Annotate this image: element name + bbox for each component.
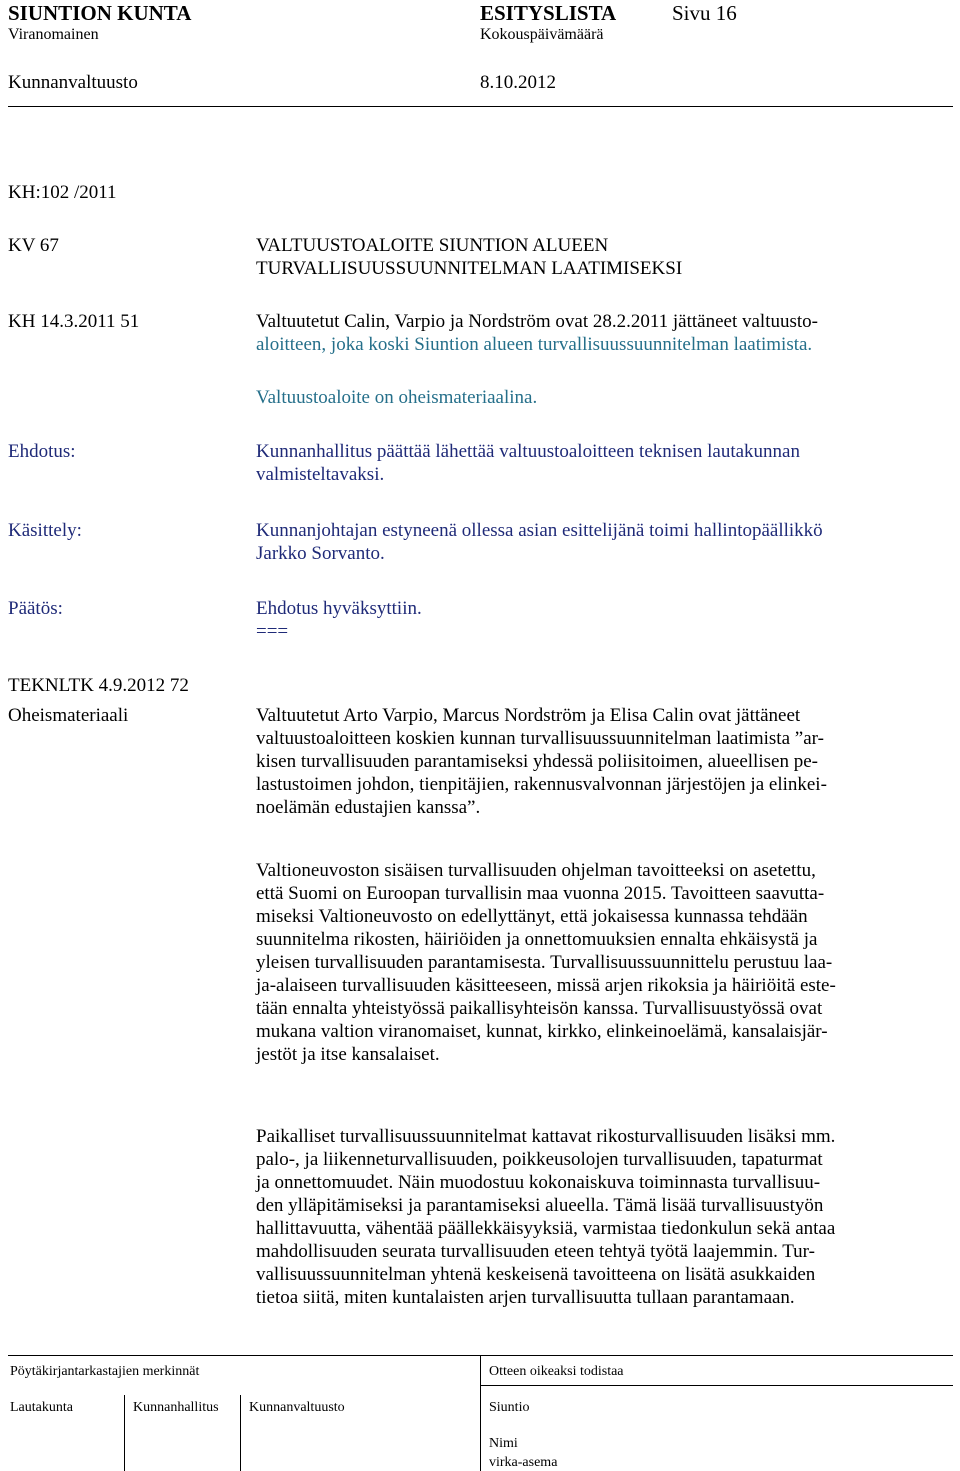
paragraph-line: jestöt ja itse kansalaiset. <box>256 1044 440 1065</box>
footer-rule-right <box>480 1385 953 1386</box>
notes-label: Pöytäkirjantarkastajien merkinnät <box>10 1364 200 1379</box>
paragraph-line: hallittavuutta, vähentää päällekkäisyyksiä, varmistaa tiedonkulun sekä antaa <box>256 1218 836 1239</box>
date-value: 8.10.2012 <box>480 72 556 93</box>
paragraph-line: Valtioneuvoston sisäisen turvallisuuden ohjelman tavoitteeksi on asetettu, <box>256 860 816 881</box>
paragraph-line: ja-alaiseen turvallisuuden käsitteeseen, missä arjen rikoksia ja häiriöitä este- <box>256 975 836 996</box>
certification-label: Otteen oikeaksi todistaa <box>489 1364 624 1379</box>
decision-label: Päätös: <box>8 598 63 619</box>
paragraph-line: yleisen turvallisuuden parantamisesta. Turvallisuussuunnittelu perustuu laa- <box>256 952 833 973</box>
date-label: Kokouspäivämäärä <box>480 26 604 43</box>
kh-previous-reference: KH 14.3.2011 51 <box>8 311 140 332</box>
paragraph-line: den ylläpitämiseksi ja parantamiseksi alueella. Tämä lisää turvallisuustyön <box>256 1195 824 1216</box>
handling-label: Käsittely: <box>8 520 82 541</box>
paragraph-line: tään ennalta yhteistyössä paikallisyhteisön kanssa. Turvallisuustyössä ovat <box>256 998 823 1019</box>
footer-name-label: Nimi <box>489 1436 518 1451</box>
paragraph-line: mahdollisuuden seurata turvallisuuden eteen tehtyä työtä laajemmin. Tur- <box>256 1241 815 1262</box>
attachment-paragraph-3 <box>256 1125 956 1309</box>
proposal-label: Ehdotus: <box>8 441 76 462</box>
footer-divider <box>480 1355 481 1471</box>
paragraph-line: lastustoimen johdon, tienpitäjien, rakennusvalvonnan järjestöjen ja elinkei- <box>256 774 827 795</box>
doc-type: ESITYSLISTA <box>480 1 617 25</box>
kh-reference: KH:102 /2011 <box>8 182 117 203</box>
footer-divider <box>240 1395 241 1471</box>
footer-position-label: virka-asema <box>489 1455 558 1470</box>
paragraph-line: noelämän edustajien kanssa”. <box>256 797 481 818</box>
paragraph-line: palo-, ja liikenneturvallisuuden, poikkeusolojen turvallisuuden, tapaturmat <box>256 1149 823 1170</box>
attachment-label: Oheismateriaali <box>8 705 129 726</box>
kh-text-line-2: aloitteen, joka koski Siuntion alueen turvallisuussuunnitelman laatimista. <box>256 334 813 355</box>
attachment-paragraph-2 <box>256 859 956 1066</box>
paragraph-line: mukana valtion viranomaiset, kunnat, kirkko, elinkeinoelämä, kansalaisjär- <box>256 1021 828 1042</box>
page-number: Sivu 16 <box>672 1 737 25</box>
decision-separator: === <box>256 621 289 642</box>
paragraph-line: Valtuutetut Arto Varpio, Marcus Nordström ja Elisa Calin ovat jättäneet <box>256 705 801 726</box>
footer-col-council: Kunnanvaltuusto <box>249 1400 345 1415</box>
footer-col-board: Kunnanhallitus <box>133 1400 219 1415</box>
kh-text-line-3: Valtuustoaloite on oheismateriaalina. <box>256 387 538 408</box>
attachment-paragraph-1 <box>256 704 956 819</box>
agenda-title-line-2: TURVALLISUUSSUUNNITELMAN LAATIMISEKSI <box>256 258 683 279</box>
handling-text-line-2: Jarkko Sorvanto. <box>256 543 385 564</box>
decision-text: Ehdotus hyväksyttiin. <box>256 598 422 619</box>
kv-reference: KV 67 <box>8 235 59 256</box>
handling-text-line-1: Kunnanjohtajan estyneenä ollessa asian esittelijänä toimi hallintopäällikkö <box>256 520 823 541</box>
footer-col-committee: Lautakunta <box>10 1400 73 1415</box>
kh-text-line-1: Valtuutetut Calin, Varpio ja Nordström ovat 28.2.2011 jättäneet valtuusto- <box>256 311 818 332</box>
paragraph-line: miseksi Valtioneuvosto on edellyttänyt, että jokaisessa kunnassa tehdään <box>256 906 808 927</box>
proposal-text-line-2: valmisteltavaksi. <box>256 464 385 485</box>
authority-label: Viranomainen <box>8 26 99 43</box>
paragraph-line: että Suomi on Euroopan turvallisin maa vuonna 2015. Tavoitteen saavutta- <box>256 883 825 904</box>
tekn-reference: TEKNLTK 4.9.2012 72 <box>8 675 189 696</box>
authority-value: Kunnanvaltuusto <box>8 72 138 93</box>
paragraph-line: ja onnettomuudet. Näin muodostuu kokonaiskuva toiminnasta turvallisuu- <box>256 1172 821 1193</box>
paragraph-line: tietoa siitä, miten kuntalaisten arjen turvallisuutta tullaan parantamaan. <box>256 1287 795 1308</box>
footer-divider <box>124 1395 125 1471</box>
header-rule <box>8 106 953 107</box>
org-name: SIUNTION KUNTA <box>8 1 192 25</box>
paragraph-line: kisen turvallisuuden parantamiseksi yhdessä poliisitoimen, alueellisen pe- <box>256 751 818 772</box>
paragraph-line: valtuustoaloitteen koskien kunnan turvallisuussuunnitelman laatimista ”ar- <box>256 728 824 749</box>
paragraph-line: Paikalliset turvallisuussuunnitelmat kattavat rikosturvallisuuden lisäksi mm. <box>256 1126 836 1147</box>
proposal-text-line-1: Kunnanhallitus päättää lähettää valtuustoaloitteen teknisen lautakunnan <box>256 441 800 462</box>
footer-place: Siuntio <box>489 1400 530 1415</box>
paragraph-line: vallisuussuunnitelman yhtenä keskeisenä tavoitteena on lisätä asukkaiden <box>256 1264 816 1285</box>
paragraph-line: suunnitelma rikosten, häiriöiden ja onnettomuuksien ennalta ehkäisystä ja <box>256 929 818 950</box>
agenda-title-line-1: VALTUUSTOALOITE SIUNTION ALUEEN <box>256 235 609 256</box>
